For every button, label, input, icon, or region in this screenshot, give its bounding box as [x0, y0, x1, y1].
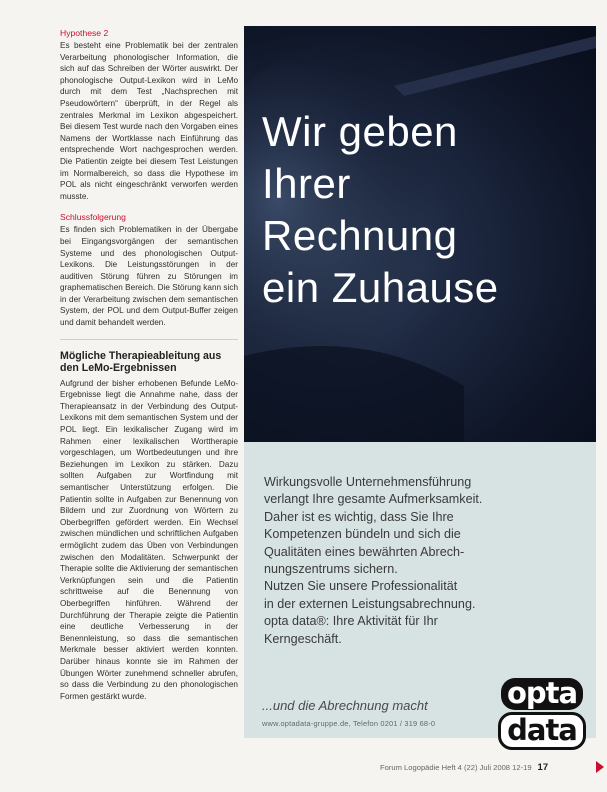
ad-tagline: ...und die Abrechnung macht: [262, 698, 428, 713]
headline-line-1: Wir geben: [262, 108, 458, 155]
headline-line-4: ein Zuhause: [262, 264, 499, 311]
ad-text-panel: [244, 442, 596, 747]
body-line: Qualitäten eines bewährten Abrech-: [264, 544, 465, 559]
section-divider: [60, 339, 238, 340]
section-heading-schlussfolgerung: Schlussfolgerung: [60, 212, 126, 223]
section-heading-hypothese: Hypothese 2: [60, 28, 109, 38]
body-line: in der externen Leistungsabrechnung.: [264, 596, 476, 611]
section-text-hypothese: Es besteht eine Problematik bei der zentralen Verarbeitung phonologischer Information, die sich auf das Schreiben der Wörter auswirkt. Der phonologische Output-Lexikon wird in LeMo durch mit dem Test „Nachsprechen mit Pseudowörtern“ überprüft, in der Regel als zentrales Merkmal im Lexikon abgespeichert. Bei diesem Test wurde nach den Vorgaben eines Namens der Wortklasse nach Einführung das entsprechende Wort nachgesprochen werden. Die Patientin zeigte bei diesem Test Leistungen im Normalbereich, so dass die Hypothese im POL als nicht eingeschränkt verworfen werden musste.: [60, 41, 238, 201]
section-text-schlussfolgerung: Es finden sich Problematiken in der Übergabe bei Eingangsvorgängen der semantischen Systeme und des phonologischen Output-Lexikons. Die Leistungsstörungen in der auditiven Störung führen zu Störungen im graphematischen Bereich. Die Störung kann sich in der Verarbeitung zwischen dem semantischen System, der POL und dem Output-Buffer zeigen und damit behandelt werden.: [60, 225, 238, 328]
article-column: [60, 28, 238, 712]
logo-word-opta: opta: [501, 678, 583, 710]
body-line: opta data®: Ihre Aktivität für Ihr: [264, 614, 438, 629]
ad-photo: [244, 26, 596, 442]
headline-line-3: Rechnung: [262, 212, 458, 259]
body-line: Wirkungsvolle Unternehmensführung: [264, 475, 472, 489]
next-page-arrow-icon: [596, 761, 604, 773]
ad-body-copy: [264, 474, 584, 648]
body-line: Kerngeschäft.: [264, 631, 342, 646]
body-line: Kompetenzen bündeln und sich die: [264, 527, 461, 542]
body-line: nungszentrums sichern.: [264, 562, 398, 577]
headline-line-2: Ihrer: [262, 160, 351, 207]
body-line: Nutzen Sie unsere Professionalität: [264, 579, 458, 594]
section-heading-therapie: Mögliche Therapieableitung aus den LeMo-Ergebnissen: [60, 349, 222, 375]
ad-headline: [262, 106, 499, 314]
page-footer: [380, 762, 548, 773]
advertisement: [244, 26, 596, 747]
body-line: verlangt Ihre gesamte Aufmerksamkeit.: [264, 492, 483, 507]
section-text-therapie: Aufgrund der bisher erhobenen Befunde LeMo-Ergebnisse liegt die Annahme nahe, dass der Therapieansatz in der Verbindung des Output-Lexikons mit dem semantischen System und der POL liegt. Ein lexikalischer Zugang wird im Rahmen einer lexikalischen Worttherapie vorgeschlagen, um Wortbedeutungen und ihre Beziehungen im Lexikon zu stärken. Dazu sollten Aufgaben zur Wortfindung mit semantischer Unterstützung erfolgen. Die Patientin sollte in Aufgaben zur Benennung von Bildern und zur Zuordnung von Wörtern zu Oberbegriffen gefördert werden. Ein Wechsel zwischen mündlichen und schriftlichen Aufgaben ermöglicht zudem das Üben von Verbindungen zwischen den Modalitäten. Schwerpunkt der Therapie sollte die Aktivierung der semantischen Verknüpfungen sein und die Patientin schrittweise auf die Benennung von Oberbegriffen hinführen. Während der Durchführung der Therapie zeigte die Patientin eine deutliche Verbesserung in der Benennleistung, so dass die semantischen Merkmale besser aktiviert werden konnten. Darüber hinaus konnte sie im Rahmen der Übungen Wörter zunehmend schneller abrufen, so dass die Verbindung zu den phonologischen Formen gestärkt wurde.: [60, 378, 238, 701]
body-line: Daher ist es wichtig, dass Sie Ihre: [264, 509, 454, 524]
page-number: 17: [537, 762, 549, 773]
opta-data-logo: [498, 678, 586, 750]
ad-contact-url: www.optadata-gruppe.de, Telefon 0201 / 319 68-0: [262, 719, 436, 728]
logo-word-data: data: [498, 712, 586, 750]
footer-journal: Forum Logopädie Heft 4 (22) Juli 2008 12-19: [380, 763, 532, 772]
